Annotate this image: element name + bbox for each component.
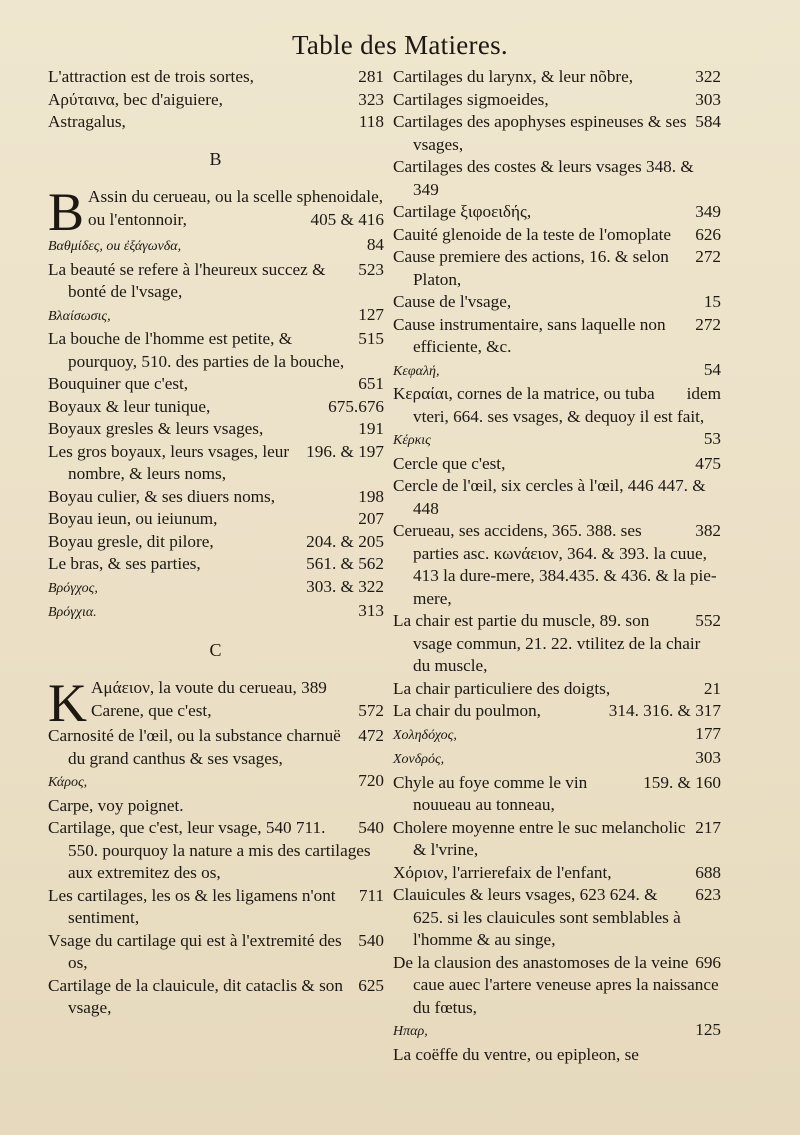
entry-text: Χοληδόχος, xyxy=(393,727,457,743)
entry-page: 405 & 416 xyxy=(310,209,384,229)
index-entry xyxy=(48,930,384,975)
entry-page: 651 xyxy=(358,374,384,393)
entry-text: Cause de l'vsage, xyxy=(393,292,512,311)
entry-page: 625 xyxy=(358,975,384,995)
entry-page: 323 xyxy=(358,89,384,109)
index-entry xyxy=(48,770,384,795)
entry-text: Vsage du cartilage qui est à l'extremité des os, xyxy=(48,930,342,972)
right-column xyxy=(393,66,721,1066)
entry-text: Αρύταινα, bec d'aiguiere, xyxy=(48,89,223,109)
entry-text: La chair du poulmon, xyxy=(393,701,541,720)
entry-page: 515 xyxy=(358,329,384,348)
entry-text: Αμάειον, la voute du cerueau, 389 Carene, que c'est, xyxy=(91,678,327,720)
entry-text: L'attraction est de trois sortes, xyxy=(48,67,254,86)
entry-page: 21 xyxy=(703,678,721,698)
dropcap-b: B xyxy=(48,182,85,242)
index-entry xyxy=(48,576,384,601)
entry-text: Cerueau, ses accidens, 365. 388. ses parties asc. κωνάειον, 364. & 393. la cuue, 413 la dure-mere, 384.435. & 436. & la pie-mere, xyxy=(393,521,717,608)
entry-page: 584 xyxy=(695,112,721,131)
index-entry xyxy=(393,723,721,748)
index-entry xyxy=(48,817,384,885)
index-entry xyxy=(48,885,384,930)
entry-text: Boyau gresle, dit pilore, xyxy=(48,531,214,551)
entry-page: 561. & 562 xyxy=(306,554,384,573)
index-entry xyxy=(48,328,384,373)
entry-text: Cartilages sigmoeides, xyxy=(393,89,549,109)
entry-page: 15 xyxy=(703,292,721,311)
index-entry xyxy=(48,441,384,486)
entry-page: 540 xyxy=(358,818,384,837)
entry-page: 196. & 197 xyxy=(306,441,384,461)
index-entry xyxy=(48,553,384,576)
index-entry xyxy=(393,201,721,224)
entry-text: Cholere moyenne entre le suc melancholic & l'vrine, xyxy=(393,817,686,859)
entry-page: 349 xyxy=(695,202,721,221)
entry-page: 191 xyxy=(358,419,384,438)
entry-text: Cartilages du larynx, & leur nõbre, xyxy=(393,67,634,86)
entry-text: Κέρκις xyxy=(393,433,431,448)
index-entry xyxy=(393,89,721,112)
entry-text: Cartilages des apophyses espineuses & ses vsages, xyxy=(393,112,687,154)
entry-text: Χονδρός, xyxy=(393,752,445,767)
entry-page: 303 xyxy=(695,89,721,109)
entry-text: Cartilages des costes & leurs vsages 348. & 349 xyxy=(393,157,694,199)
entry-text: Boyau ieun, ou ieiunum, xyxy=(48,509,218,528)
index-entry-c-first xyxy=(48,673,384,733)
entry-page: 623 xyxy=(695,885,721,904)
entry-page: 125 xyxy=(695,1020,721,1039)
entry-text: Carnosité de l'œil, ou la substance charnuë du grand canthus & ses vsages, xyxy=(48,726,341,768)
entry-text: Βλαίσωσις, xyxy=(48,308,111,324)
index-entry xyxy=(393,383,721,428)
entry-text: Les gros boyaux, leurs vsages, leur nombre, & leurs noms, xyxy=(48,441,290,483)
entry-text: Carpe, voy poignet. xyxy=(48,795,184,815)
entry-page: 626 xyxy=(695,224,721,244)
entry-text: Le bras, & ses parties, xyxy=(48,554,201,573)
entry-text: Boyau culier, & ses diuers noms, xyxy=(48,486,276,506)
entry-text: La bouche de l'homme est petite, & pourquoy, 510. des parties de la bouche, xyxy=(48,329,345,371)
index-entry xyxy=(393,884,721,952)
index-entry xyxy=(393,224,721,247)
index-entry xyxy=(393,1019,721,1044)
entry-text: Boyaux gresles & leurs vsages, xyxy=(48,419,264,438)
entry-text: Cauité glenoide de la teste de l'omoplate xyxy=(393,224,672,244)
entry-text: Chyle au foye comme le vin nouueau au tonneau, xyxy=(393,772,588,814)
index-entry xyxy=(48,89,384,112)
entry-text: La coëffe du ventre, ou epipleon, se xyxy=(393,1044,639,1064)
entry-page: 552 xyxy=(695,611,721,630)
entry-page: 696 xyxy=(695,952,721,972)
entry-text: Βρόγχος, xyxy=(48,580,98,596)
entry-text: Clauicules & leurs vsages, 623 624. & 625. si les clauicules sont semblables à l'homme & au singe, xyxy=(393,885,681,949)
entry-text: La beauté se refere à l'heureux succez & bonté de l'vsage, xyxy=(48,259,326,301)
entry-page: 281 xyxy=(358,67,384,86)
entry-page: 675.676 xyxy=(328,396,384,416)
entry-text: Astragalus, xyxy=(48,112,126,131)
entry-text: La chair particuliere des doigts, xyxy=(393,678,611,698)
entry-page: 314. 316. & 317 xyxy=(608,701,721,720)
entry-text: Assin du cerueau, ou la scelle sphenoidale, ou l'entonnoir, xyxy=(88,187,383,229)
entry-page: 204. & 205 xyxy=(306,531,384,551)
index-entry xyxy=(393,862,721,885)
index-entry xyxy=(393,246,721,291)
index-entry xyxy=(393,952,721,1020)
index-entry xyxy=(393,359,721,384)
index-entry xyxy=(393,610,721,678)
entry-text: Cartilage de la clauicule, dit cataclis & son vsage, xyxy=(48,975,343,1017)
entry-page: 177 xyxy=(695,723,721,743)
index-entry xyxy=(48,234,384,259)
entry-page: 272 xyxy=(695,247,721,266)
index-entry xyxy=(393,453,721,476)
entry-page: 118 xyxy=(358,112,384,131)
section-letter-b: B xyxy=(209,148,223,169)
index-entry-b-first xyxy=(48,182,384,242)
entry-text: Cause instrumentaire, sans laquelle non efficiente, &c. xyxy=(393,314,666,356)
entry-page: 303. & 322 xyxy=(306,576,384,596)
entry-page: 720 xyxy=(358,771,384,790)
index-entry xyxy=(393,314,721,359)
entry-text: Βαθμίδες, ou ἐξάγωνδα, xyxy=(48,239,182,254)
entry-text: Cercle de l'œil, six cercles à l'œil, 446 447. & 448 xyxy=(393,476,706,518)
index-entry xyxy=(48,66,384,89)
entry-text: Cartilage ξιφοειδής, xyxy=(393,202,532,221)
index-entry xyxy=(393,520,721,610)
index-entry xyxy=(48,373,384,396)
entry-page: 322 xyxy=(695,67,721,86)
entry-page: 127 xyxy=(358,304,384,324)
entry-page: 472 xyxy=(358,726,384,745)
index-entry xyxy=(48,531,384,554)
index-entry xyxy=(393,291,721,314)
entry-text: Bouquiner que c'est, xyxy=(48,374,189,393)
entry-page: 572 xyxy=(358,700,384,720)
entry-text: Κεφαλή, xyxy=(393,363,440,379)
entry-page: 159. & 160 xyxy=(643,772,721,792)
index-entry xyxy=(48,304,384,329)
entry-page: 475 xyxy=(695,453,721,473)
index-entry xyxy=(48,795,384,818)
entry-text: Κεραίαι, cornes de la matrice, ou tuba vteri, 664. ses vsages, & dequoy il est fait, xyxy=(393,384,705,426)
entry-page: 303 xyxy=(695,748,721,767)
entry-page: 523 xyxy=(358,259,384,279)
index-entry xyxy=(48,508,384,531)
entry-text: Ηπαρ, xyxy=(393,1024,428,1039)
entry-page: idem xyxy=(686,384,721,403)
entry-page: 54 xyxy=(703,359,721,379)
index-entry xyxy=(48,600,384,625)
index-entry xyxy=(393,1044,721,1067)
index-entry xyxy=(393,475,721,520)
entry-page: 540 xyxy=(358,930,384,950)
index-entry xyxy=(48,111,384,134)
entry-text: Cercle que c'est, xyxy=(393,453,506,473)
index-entry xyxy=(393,428,721,453)
entry-text: La chair est partie du muscle, 89. son vsage commun, 21. 22. vtilitez de la chair du muscle, xyxy=(393,611,701,675)
entry-page: 198 xyxy=(358,486,384,506)
index-entry xyxy=(393,700,721,723)
entry-text: Boyaux & leur tunique, xyxy=(48,396,211,416)
entry-text: Κάρος, xyxy=(48,775,88,790)
dropcap-k: K xyxy=(48,673,87,733)
entry-text: Χόριον, l'arrierefaix de l'enfant, xyxy=(393,862,612,882)
section-letter-c: C xyxy=(209,639,223,660)
index-entry xyxy=(48,486,384,509)
entry-page: 382 xyxy=(695,521,721,540)
entry-page: 688 xyxy=(695,862,721,882)
entry-page: 217 xyxy=(695,817,721,837)
index-entry xyxy=(393,772,721,817)
index-entry xyxy=(48,975,384,1020)
entry-page: 207 xyxy=(358,509,384,528)
entry-text: Cartilage, que c'est, leur vsage, 540 711. 550. pourquoy la nature a mis des cartilages aux extremitez des os, xyxy=(48,818,371,882)
index-entry xyxy=(393,678,721,701)
entry-page: 272 xyxy=(695,314,721,334)
entry-text: De la clausion des anastomoses de la veine caue auec l'artere veneuse apres la naissance du fœtus, xyxy=(393,952,719,1017)
left-column xyxy=(48,66,384,1020)
entry-page: 84 xyxy=(366,235,384,254)
index-entry xyxy=(48,725,384,770)
entry-text: Les cartilages, les os & les ligamens n'ont sentiment, xyxy=(48,885,336,927)
index-entry xyxy=(393,156,721,201)
entry-text: Cause premiere des actions, 16. & selon Platon, xyxy=(393,247,669,289)
index-entry xyxy=(48,418,384,441)
entry-text: Βρόγχια. xyxy=(48,605,97,620)
entry-page: 711 xyxy=(358,885,384,905)
index-entry xyxy=(48,259,384,304)
entry-page: 53 xyxy=(703,429,721,448)
entry-page: 313 xyxy=(358,601,384,620)
index-entry xyxy=(393,66,721,89)
index-entry xyxy=(393,817,721,862)
index-entry xyxy=(393,111,721,156)
index-entry xyxy=(393,747,721,772)
page-title: Table des Matieres. xyxy=(292,30,508,60)
index-entry xyxy=(48,396,384,419)
